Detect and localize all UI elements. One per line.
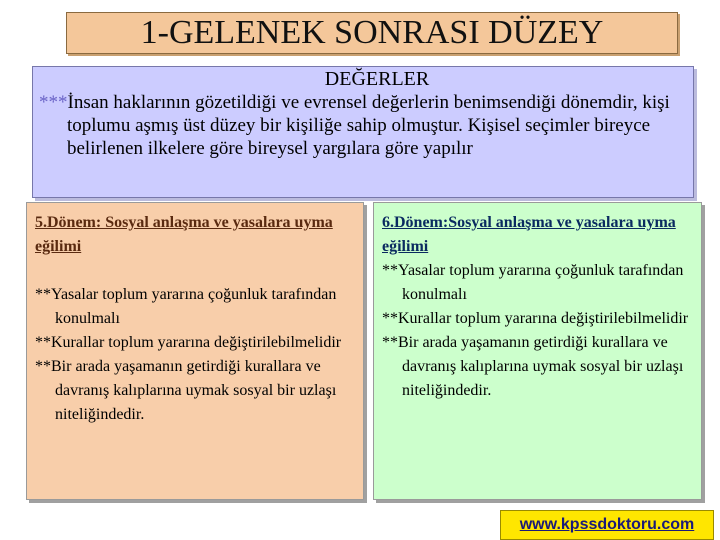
values-stars: *** [39,92,68,113]
list-item: **Yasalar toplum yararına çoğunluk tarafından konulmalı [382,262,684,303]
list-item: **Kurallar toplum yararına değiştirilebilmelidir [382,310,689,327]
values-body: İnsan haklarının gözetildiği ve evrensel değerlerin benimsendiği dönemdir, kişi toplumu aşmış üst düzey bir kişiliğe sahip olmuştur. Kişisel seçimler bireyce belirlenen ilkelere göre bireysel yargılara göre yapılır [67,92,670,159]
slide-title: 1-GELENEK SONRASI DÜZEY [66,12,678,54]
values-text [39,91,685,160]
list-item: **Bir arada yaşamanın getirdiği kurallara ve davranış kalıplarına uymak sosyal bir uzlaşı niteliğindedir. [35,358,337,423]
stage-6-title: 6.Dönem:Sosyal anlaşma ve yasalara uyma eğilimi [382,214,676,255]
list-item: **Yasalar toplum yararına çoğunluk tarafından konulmalı [35,286,337,327]
values-heading: DEĞERLER [324,68,430,90]
website-link[interactable]: www.kpssdoktoru.com [500,510,714,540]
stage-6-panel [373,202,702,500]
values-box [32,66,694,198]
stage-5-panel [26,202,364,500]
stage-5-title: 5.Dönem: Sosyal anlaşma ve yasalara uyma eğilimi [35,214,333,255]
list-item: **Kurallar toplum yararına değiştirilebilmelidir [35,334,342,351]
list-item: **Bir arada yaşamanın getirdiği kurallara ve davranış kalıplarına uymak sosyal bir uzlaşı niteliğindedir. [382,334,684,399]
